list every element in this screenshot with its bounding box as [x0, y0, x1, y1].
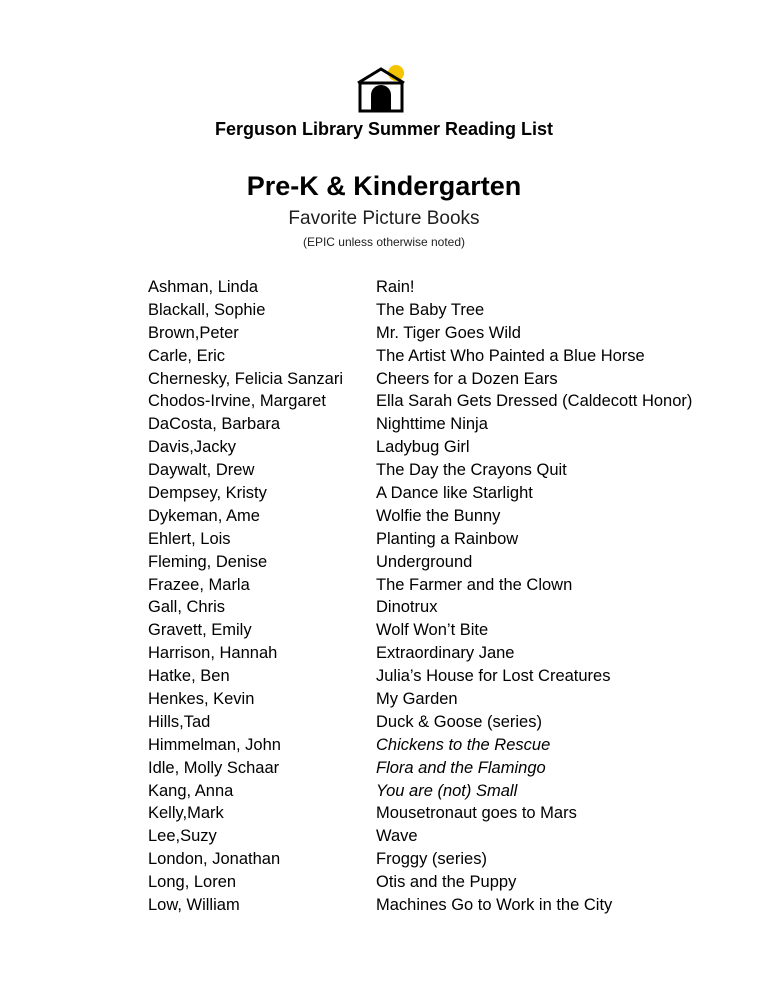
author-name: Low, William: [148, 896, 240, 915]
book-title: Mr. Tiger Goes Wild: [376, 323, 521, 342]
book-title: Machines Go to Work in the City: [376, 896, 613, 915]
book-title: Flora and the Flamingo: [376, 758, 546, 777]
author-name: Henkes, Kevin: [148, 690, 255, 709]
book-title: Wolfie the Bunny: [376, 506, 501, 525]
author-name: Chodos-Irvine, Margaret: [148, 392, 326, 411]
author-name: Dykeman, Ame: [148, 506, 260, 525]
book-title: Ladybug Girl: [376, 438, 470, 457]
book-title: Underground: [376, 552, 473, 571]
book-title: Cheers for a Dozen Ears: [376, 369, 558, 388]
author-name: Brown,Peter: [148, 323, 239, 342]
author-name: Blackall, Sophie: [148, 300, 266, 319]
book-title: You are (not) Small: [376, 781, 518, 800]
page-title: Pre-K & Kindergarten: [246, 171, 522, 201]
author-name: Idle, Molly Schaar: [148, 758, 280, 777]
book-title: Chickens to the Rescue: [376, 735, 551, 754]
author-name: Ashman, Linda: [148, 278, 259, 296]
book-title: Dinotrux: [376, 598, 438, 617]
author-name: Fleming, Denise: [148, 552, 268, 571]
author-name: Kelly,Mark: [148, 804, 224, 823]
book-title: The Farmer and the Clown: [376, 575, 573, 594]
author-name: Dempsey, Kristy: [148, 484, 267, 503]
book-title: Otis and the Puppy: [376, 873, 517, 892]
book-title: Planting a Rainbow: [376, 529, 519, 548]
page-subtitle: Favorite Picture Books: [288, 208, 480, 229]
author-name: Hatke, Ben: [148, 667, 230, 686]
author-name: Lee,Suzy: [148, 827, 217, 846]
author-name: London, Jonathan: [148, 850, 281, 869]
library-name: Ferguson Library Summer Reading List: [214, 119, 554, 139]
book-title: The Artist Who Painted a Blue Horse: [376, 346, 645, 365]
book-title-list: [376, 276, 756, 917]
author-name: Kang, Anna: [148, 781, 234, 800]
book-title: Wolf Won’t Bite: [376, 621, 489, 640]
doorway-icon: [371, 85, 391, 111]
author-name: DaCosta, Barbara: [148, 415, 281, 434]
book-title: The Day the Crayons Quit: [376, 461, 567, 480]
author-name: Gravett, Emily: [148, 621, 252, 640]
book-title: Julia’s House for Lost Creatures: [376, 667, 611, 686]
book-title: The Baby Tree: [376, 300, 485, 319]
book-title: A Dance like Starlight: [376, 484, 533, 503]
book-title: My Garden: [376, 690, 458, 709]
author-name: Harrison, Hannah: [148, 644, 278, 663]
book-title: Ella Sarah Gets Dressed (Caldecott Honor): [376, 392, 693, 411]
author-list: [148, 276, 358, 917]
book-title: Extraordinary Jane: [376, 644, 515, 663]
book-title: Mousetronaut goes to Mars: [376, 804, 577, 823]
author-name: Hills,Tad: [148, 712, 211, 731]
author-name: Long, Loren: [148, 873, 237, 892]
author-name: Davis,Jacky: [148, 438, 237, 457]
book-title: Duck & Goose (series): [376, 712, 542, 731]
author-name: Himmelman, John: [148, 735, 281, 754]
book-title: Rain!: [376, 278, 415, 296]
library-logo-icon: [355, 64, 407, 114]
availability-note: (EPIC unless otherwise noted): [302, 235, 466, 249]
author-name: Chernesky, Felicia Sanzari: [148, 369, 344, 388]
book-title: Froggy (series): [376, 850, 487, 869]
author-name: Ehlert, Lois: [148, 529, 231, 548]
author-name: Daywalt, Drew: [148, 461, 255, 480]
author-name: Carle, Eric: [148, 346, 226, 365]
book-title: Nighttime Ninja: [376, 415, 488, 434]
author-name: Frazee, Marla: [148, 575, 250, 594]
author-name: Gall, Chris: [148, 598, 226, 617]
book-title: Wave: [376, 827, 418, 846]
